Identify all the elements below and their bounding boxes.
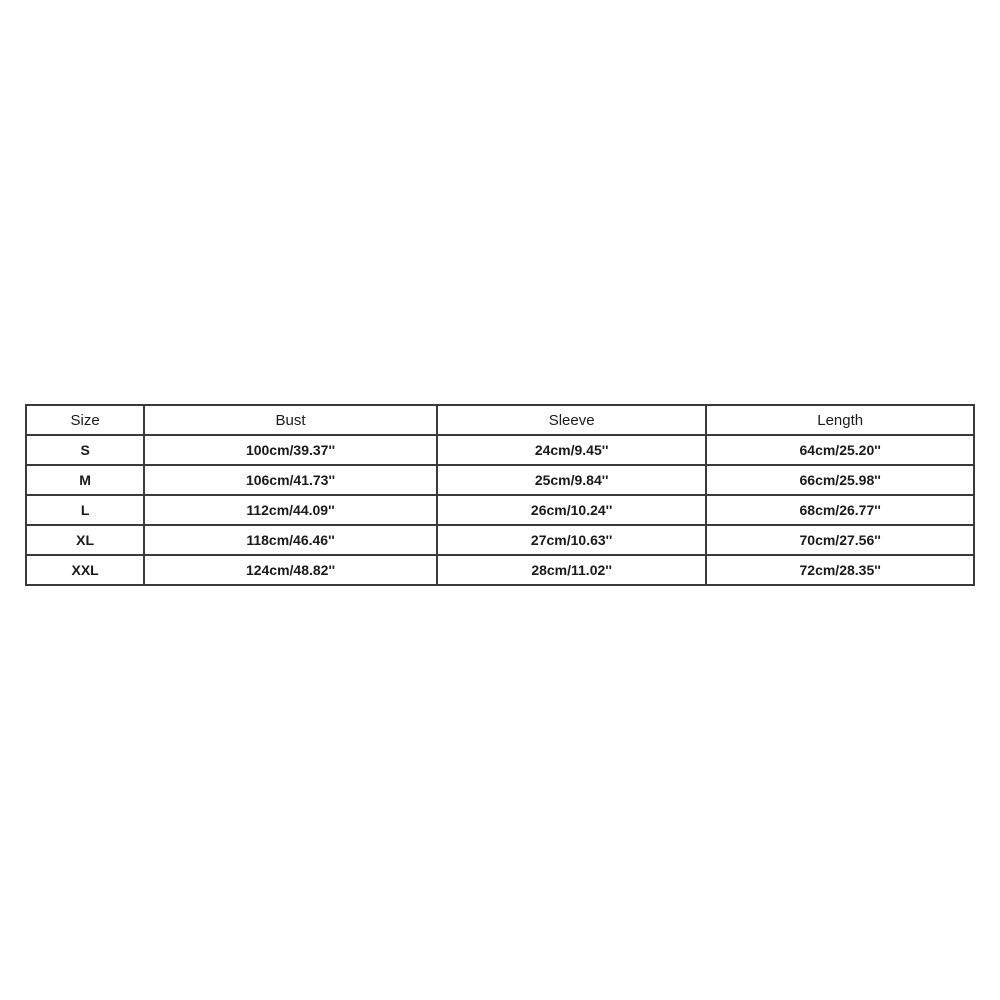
- header-size: Size: [26, 405, 144, 435]
- cell-bust: 118cm/46.46'': [144, 525, 437, 555]
- cell-size: L: [26, 495, 144, 525]
- header-sleeve: Sleeve: [437, 405, 707, 435]
- table-row: [26, 465, 974, 495]
- cell-length: 72cm/28.35'': [706, 555, 974, 585]
- table-row: [26, 495, 974, 525]
- cell-sleeve: 26cm/10.24'': [437, 495, 707, 525]
- cell-length: 68cm/26.77'': [706, 495, 974, 525]
- cell-size: M: [26, 465, 144, 495]
- cell-bust: 112cm/44.09'': [144, 495, 437, 525]
- size-chart-table: [25, 404, 975, 586]
- cell-length: 66cm/25.98'': [706, 465, 974, 495]
- table-row: [26, 525, 974, 555]
- table-row: [26, 435, 974, 465]
- cell-sleeve: 25cm/9.84'': [437, 465, 707, 495]
- cell-size: XL: [26, 525, 144, 555]
- header-bust: Bust: [144, 405, 437, 435]
- cell-size: S: [26, 435, 144, 465]
- table-header-row: [26, 405, 974, 435]
- cell-bust: 124cm/48.82'': [144, 555, 437, 585]
- cell-bust: 100cm/39.37'': [144, 435, 437, 465]
- cell-bust: 106cm/41.73'': [144, 465, 437, 495]
- cell-length: 64cm/25.20'': [706, 435, 974, 465]
- table-row: [26, 555, 974, 585]
- cell-sleeve: 28cm/11.02'': [437, 555, 707, 585]
- cell-sleeve: 27cm/10.63'': [437, 525, 707, 555]
- cell-size: XXL: [26, 555, 144, 585]
- cell-sleeve: 24cm/9.45'': [437, 435, 707, 465]
- header-length: Length: [706, 405, 974, 435]
- cell-length: 70cm/27.56'': [706, 525, 974, 555]
